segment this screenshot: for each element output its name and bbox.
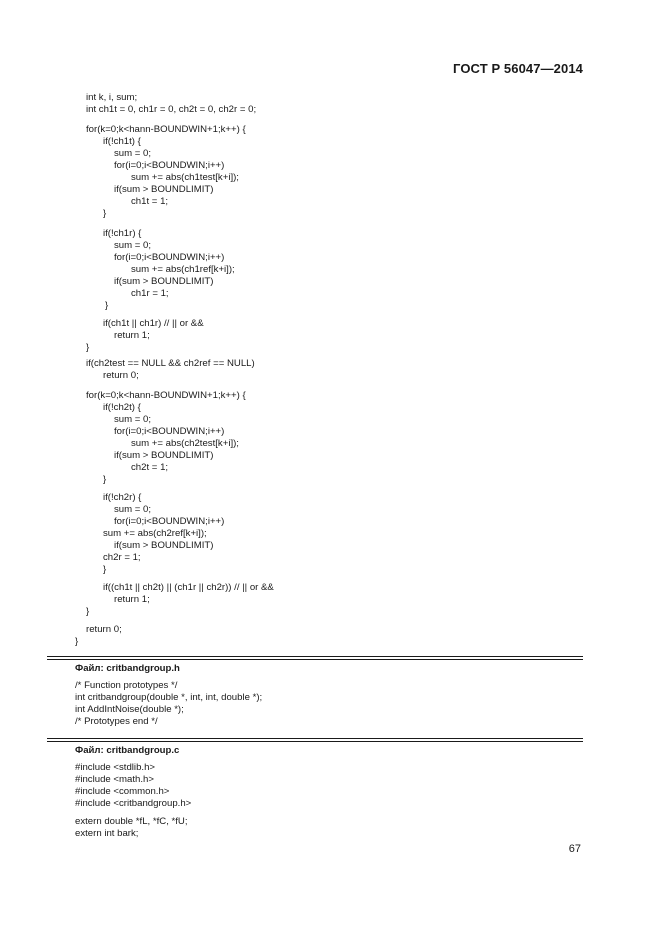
code-line: return 0; <box>103 370 139 381</box>
code-line: } <box>103 474 107 485</box>
code-line: for(i=0;i<BOUNDWIN;i++) <box>114 160 225 171</box>
code-line: if(ch2test == NULL && ch2ref == NULL) <box>86 358 255 369</box>
source-file-code-line: #include <common.h> <box>75 786 170 797</box>
page-number: 67 <box>568 843 581 855</box>
code-line: sum += abs(ch1test[k+i]); <box>131 172 239 183</box>
header-file-code-line: /* Function prototypes */ <box>75 680 178 691</box>
code-line: sum += abs(ch2test[k+i]); <box>131 438 239 449</box>
code-line: for(i=0;i<BOUNDWIN;i++) <box>114 252 225 263</box>
header-file-code-line: int critbandgroup(double *, int, int, double *); <box>75 692 263 703</box>
source-file-code-line: #include <stdlib.h> <box>75 762 156 773</box>
code-line: for(i=0;i<BOUNDWIN;i++) <box>114 426 225 437</box>
code-line: sum = 0; <box>114 148 152 159</box>
code-line: if(!ch1t) { <box>103 136 141 147</box>
code-line: ch2r = 1; <box>103 552 141 563</box>
code-line: if(!ch1r) { <box>103 228 142 239</box>
code-line: if(sum > BOUNDLIMIT) <box>114 184 214 195</box>
header-file-code-line: int AddIntNoise(double *); <box>75 704 184 715</box>
file-title-critbandgroup-c: Файл: critbandgroup.c <box>75 745 180 756</box>
code-line: for(k=0;k<hann-BOUNDWIN+1;k++) { <box>86 390 246 401</box>
code-line: if(!ch2t) { <box>103 402 141 413</box>
code-line: ch1t = 1; <box>131 196 169 207</box>
code-line: sum = 0; <box>114 414 152 425</box>
code-line: return 1; <box>114 330 150 341</box>
code-line: if(ch1t || ch1r) // || or && <box>103 318 204 329</box>
file-title-critbandgroup-h: Файл: critbandgroup.h <box>75 663 180 674</box>
file-separator-rule <box>47 738 583 742</box>
code-line: return 0; <box>86 624 122 635</box>
file-separator-rule <box>47 656 583 660</box>
code-line: } <box>75 636 79 647</box>
code-line: if(sum > BOUNDLIMIT) <box>114 276 214 287</box>
code-line: if(sum > BOUNDLIMIT) <box>114 450 214 461</box>
code-line: } <box>105 300 109 311</box>
code-line: ch2t = 1; <box>131 462 169 473</box>
code-line: for(k=0;k<hann-BOUNDWIN+1;k++) { <box>86 124 246 135</box>
code-line: if(!ch2r) { <box>103 492 142 503</box>
code-line: int k, i, sum; <box>86 92 138 103</box>
source-file-code-line: extern int bark; <box>75 828 139 839</box>
code-line: if((ch1t || ch2t) || (ch1r || ch2r)) // || or && <box>103 582 274 593</box>
header-file-code-line: /* Prototypes end */ <box>75 716 158 727</box>
code-line: } <box>86 342 90 353</box>
source-file-code-line: #include <math.h> <box>75 774 154 785</box>
code-line: sum = 0; <box>114 504 152 515</box>
code-line: for(i=0;i<BOUNDWIN;i++) <box>114 516 225 527</box>
code-line: sum += abs(ch2ref[k+i]); <box>103 528 207 539</box>
code-line: } <box>103 564 107 575</box>
code-line: } <box>86 606 90 617</box>
code-line: int ch1t = 0, ch1r = 0, ch2t = 0, ch2r = 0; <box>86 104 257 115</box>
code-line: sum = 0; <box>114 240 152 251</box>
code-line: ch1r = 1; <box>131 288 169 299</box>
code-line: } <box>103 208 107 219</box>
code-line: sum += abs(ch1ref[k+i]); <box>131 264 235 275</box>
source-file-code-line: extern double *fL, *fC, *fU; <box>75 816 188 827</box>
source-file-code-line: #include <critbandgroup.h> <box>75 798 192 809</box>
standard-number: ГОСТ Р 56047—2014 <box>453 61 583 76</box>
code-line: if(sum > BOUNDLIMIT) <box>114 540 214 551</box>
code-line: return 1; <box>114 594 150 605</box>
